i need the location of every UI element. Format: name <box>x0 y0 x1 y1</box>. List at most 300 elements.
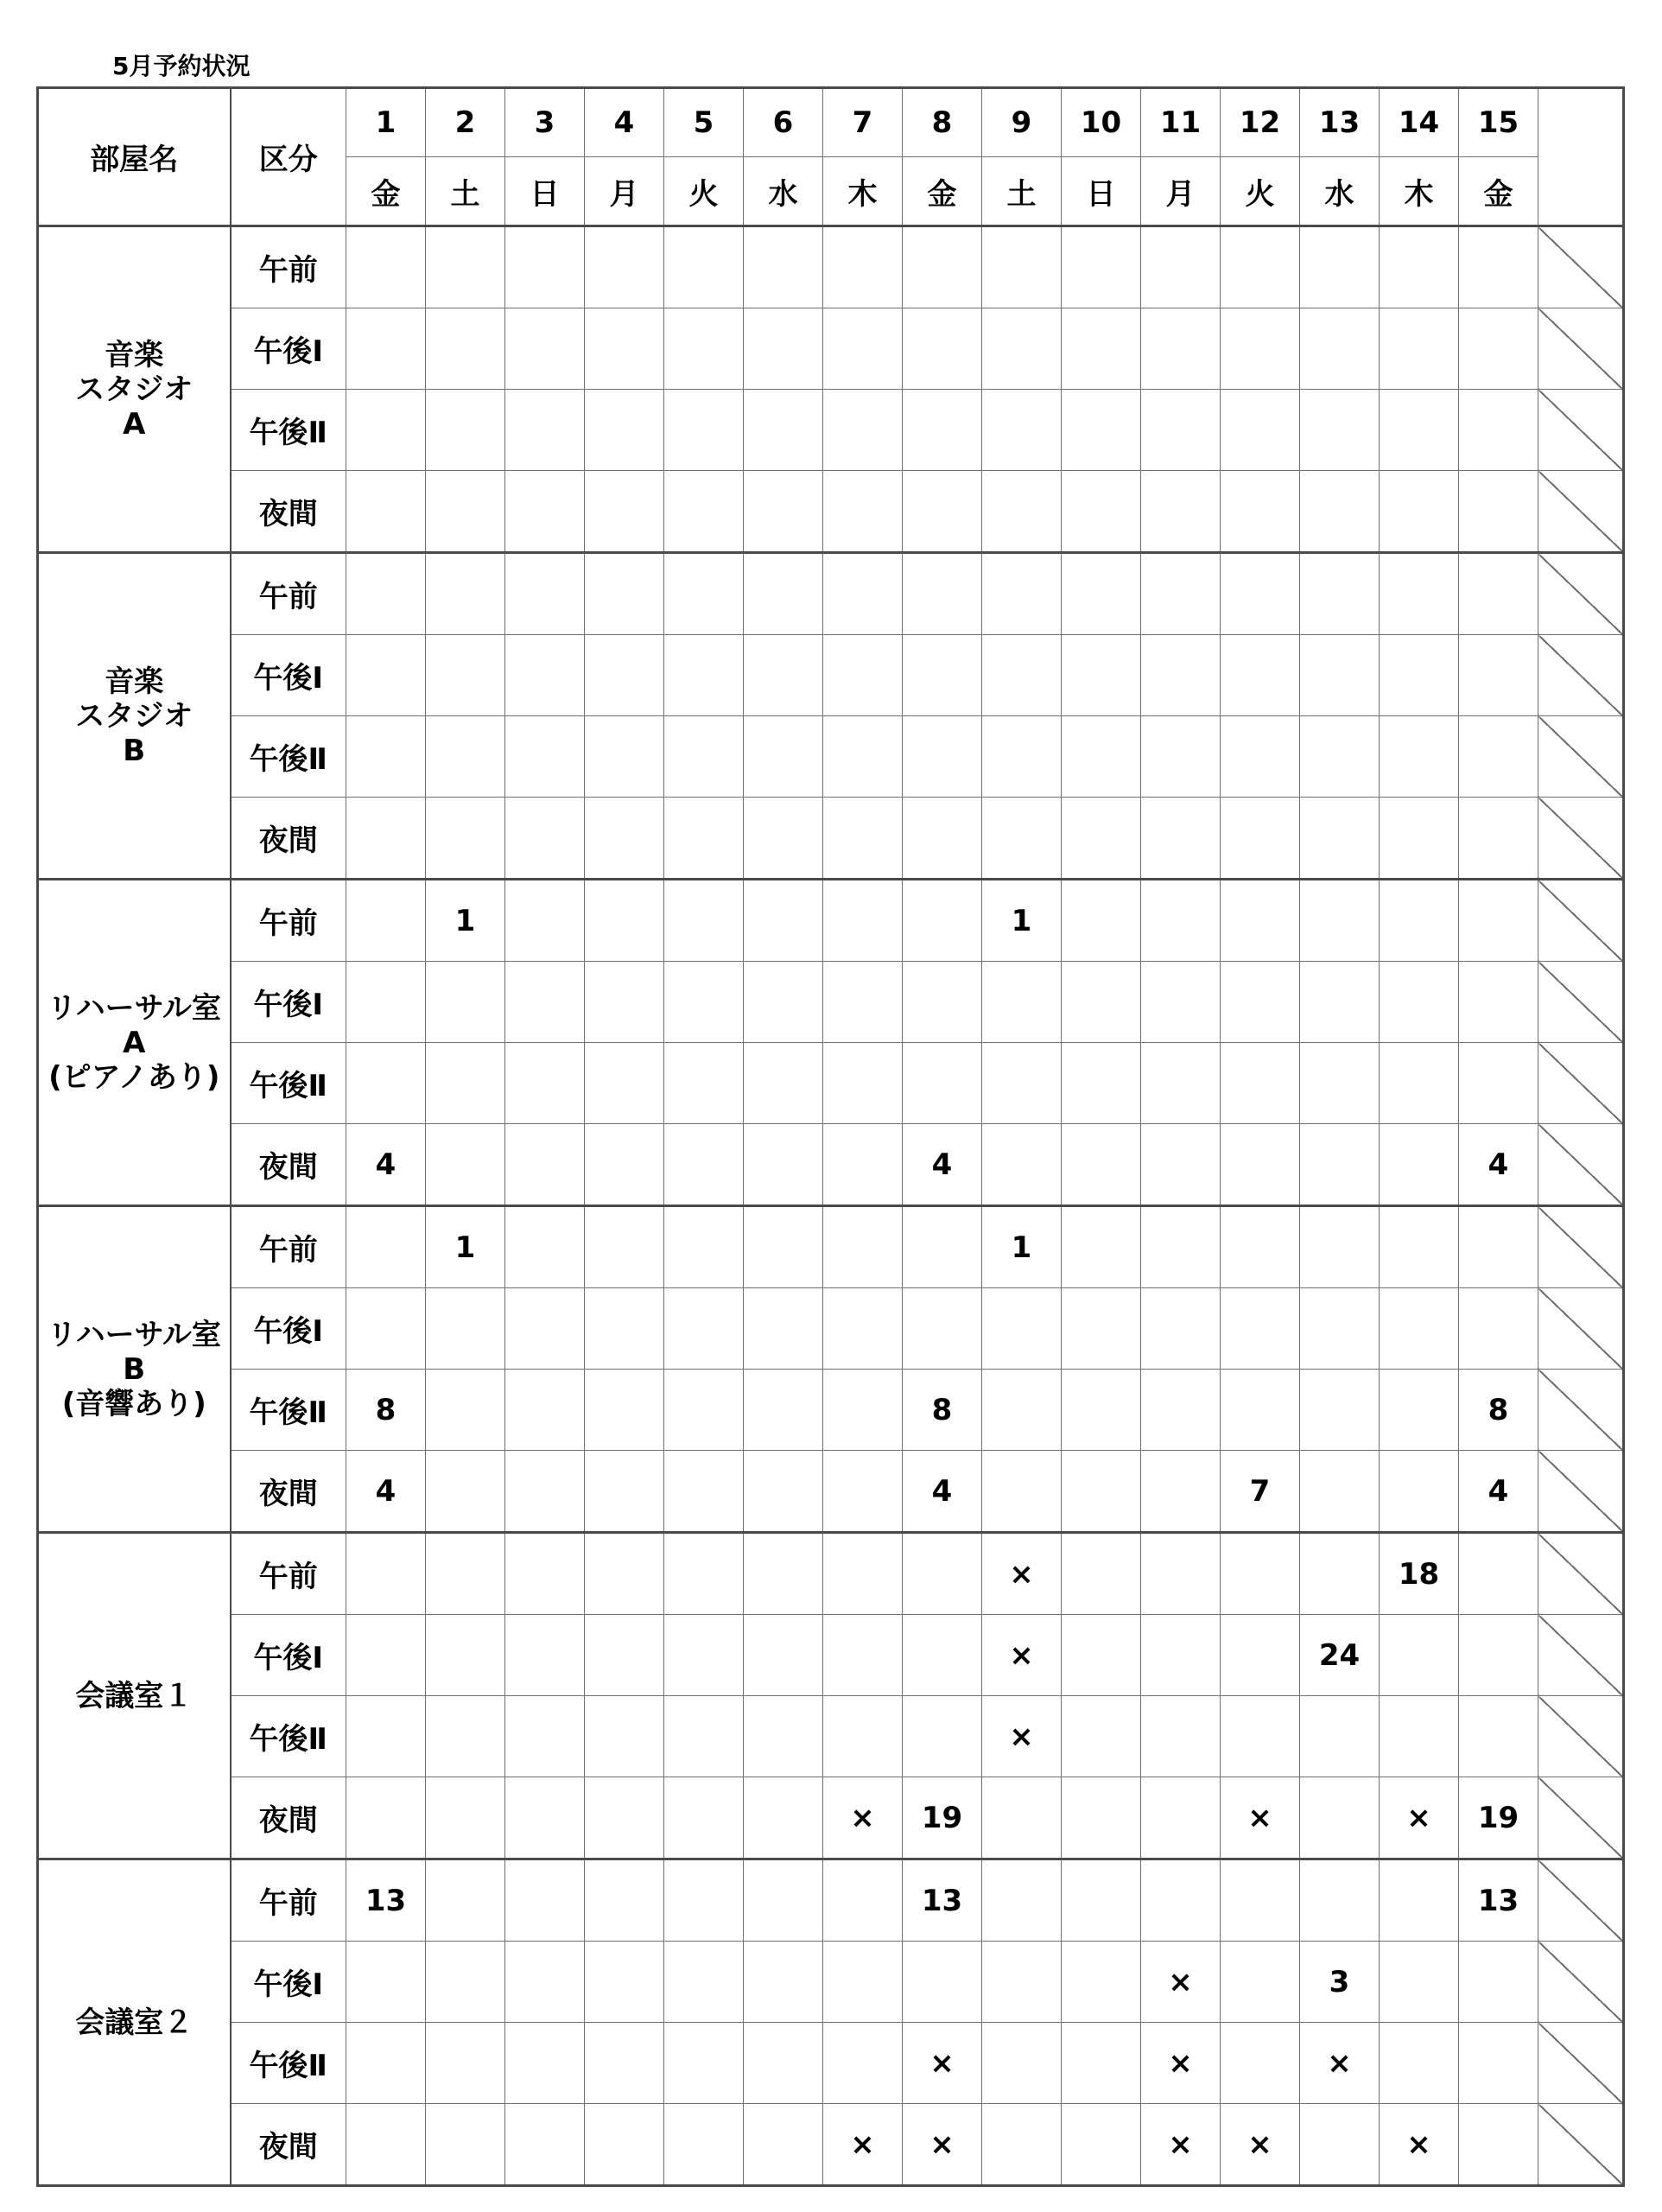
reservation-cell <box>585 798 664 880</box>
reservation-cell <box>1380 308 1459 390</box>
reservation-cell <box>1221 1533 1300 1615</box>
reservation-cell <box>982 716 1062 798</box>
reservation-cell <box>1300 1124 1380 1206</box>
reservation-cell <box>1062 308 1141 390</box>
reservation-cell <box>1221 962 1300 1043</box>
reservation-cell <box>1380 716 1459 798</box>
reservation-cell <box>1062 1942 1141 2023</box>
reservation-cell <box>744 1777 823 1859</box>
reservation-cell <box>585 1370 664 1451</box>
reservation-cell <box>426 1696 505 1777</box>
reservation-cell <box>1062 2104 1141 2186</box>
reservation-cell <box>1380 798 1459 880</box>
reservation-cell <box>982 1370 1062 1451</box>
reservation-cell <box>823 2023 903 2104</box>
reservation-cell <box>982 798 1062 880</box>
reservation-cell <box>982 2104 1062 2186</box>
reservation-cell <box>1221 1288 1300 1370</box>
diagonal-slash-cell <box>1538 635 1624 716</box>
reservation-cell <box>585 880 664 962</box>
time-slot-label: 夜間 <box>231 1451 346 1533</box>
reservation-cell <box>744 2104 823 2186</box>
reservation-cell: × <box>982 1696 1062 1777</box>
diagonal-slash-cell <box>1538 1777 1624 1859</box>
reservation-cell <box>1459 1206 1538 1288</box>
reservation-cell <box>346 1942 426 2023</box>
reservation-cell <box>346 390 426 471</box>
reservation-cell <box>585 553 664 635</box>
table-row <box>38 1370 1624 1451</box>
reservation-cell <box>505 226 585 308</box>
reservation-cell: × <box>1380 1777 1459 1859</box>
day-header: 6 <box>744 88 823 157</box>
time-slot-label: 午後Ⅱ <box>231 1370 346 1451</box>
reservation-cell <box>1380 390 1459 471</box>
reservation-cell: 4 <box>903 1124 982 1206</box>
weekday-header: 火 <box>1221 157 1300 226</box>
reservation-cell <box>1141 1533 1221 1615</box>
reservation-cell <box>1062 1696 1141 1777</box>
reservation-cell <box>426 1288 505 1370</box>
table-row <box>38 1533 1624 1615</box>
reservation-cell <box>346 553 426 635</box>
header-row-days <box>38 88 1624 157</box>
diagonal-slash-cell <box>1538 553 1624 635</box>
reservation-cell <box>426 962 505 1043</box>
reservation-cell <box>1300 1288 1380 1370</box>
reservation-cell <box>744 390 823 471</box>
reservation-cell <box>1300 1370 1380 1451</box>
reservation-cell <box>426 2104 505 2186</box>
reservation-cell: 4 <box>1459 1124 1538 1206</box>
reservation-cell: × <box>1380 2104 1459 2186</box>
reservation-cell <box>585 716 664 798</box>
reservation-cell <box>1300 880 1380 962</box>
reservation-cell <box>1221 226 1300 308</box>
reservation-cell <box>426 635 505 716</box>
reservation-cell <box>426 798 505 880</box>
day-header: 10 <box>1062 88 1141 157</box>
time-slot-label: 午前 <box>231 1533 346 1615</box>
reservation-table-body <box>38 88 1624 2186</box>
weekday-header: 金 <box>1459 157 1538 226</box>
reservation-cell <box>1221 553 1300 635</box>
reservation-cell <box>664 1370 744 1451</box>
reservation-cell <box>1380 1451 1459 1533</box>
reservation-cell <box>1141 716 1221 798</box>
reservation-cell <box>346 1615 426 1696</box>
reservation-cell <box>1380 880 1459 962</box>
reservation-cell <box>1300 226 1380 308</box>
diagonal-slash-cell <box>1538 1288 1624 1370</box>
table-row <box>38 1124 1624 1206</box>
weekday-header: 水 <box>744 157 823 226</box>
reservation-cell <box>1141 1288 1221 1370</box>
reservation-cell <box>823 716 903 798</box>
reservation-cell <box>744 798 823 880</box>
reservation-cell: 4 <box>346 1124 426 1206</box>
reservation-cell <box>982 308 1062 390</box>
reservation-cell <box>1300 390 1380 471</box>
time-slot-label: 夜間 <box>231 1124 346 1206</box>
reservation-cell <box>1459 798 1538 880</box>
reservation-cell <box>664 1615 744 1696</box>
reservation-cell <box>505 1043 585 1124</box>
reservation-cell <box>823 880 903 962</box>
reservation-cell <box>585 1451 664 1533</box>
room-name-cell: 会議室２ <box>38 1859 231 2186</box>
reservation-cell <box>903 471 982 553</box>
reservation-cell: 8 <box>903 1370 982 1451</box>
reservation-cell <box>1221 635 1300 716</box>
reservation-cell: 1 <box>426 1206 505 1288</box>
table-row <box>38 880 1624 962</box>
reservation-cell <box>1221 798 1300 880</box>
room-name-cell: リハーサル室 B (音響あり) <box>38 1206 231 1533</box>
reservation-cell <box>982 1124 1062 1206</box>
weekday-header: 木 <box>823 157 903 226</box>
reservation-cell <box>823 1043 903 1124</box>
reservation-cell <box>346 471 426 553</box>
reservation-cell <box>903 1696 982 1777</box>
reservation-cell <box>346 2023 426 2104</box>
weekday-header: 日 <box>505 157 585 226</box>
reservation-cell <box>1141 962 1221 1043</box>
reservation-cell: 4 <box>1459 1451 1538 1533</box>
diagonal-slash-cell <box>1538 471 1624 553</box>
reservation-cell <box>1300 1043 1380 1124</box>
reservation-cell <box>346 716 426 798</box>
reservation-cell <box>505 1942 585 2023</box>
diagonal-slash-cell <box>1538 1370 1624 1451</box>
time-slot-label: 午後Ⅱ <box>231 1043 346 1124</box>
reservation-cell: × <box>1141 1942 1221 2023</box>
time-slot-label: 午後Ⅰ <box>231 1942 346 2023</box>
reservation-cell <box>823 635 903 716</box>
day-header: 9 <box>982 88 1062 157</box>
reservation-cell <box>823 962 903 1043</box>
page-title: 5月予約状況 <box>112 52 251 80</box>
reservation-cell <box>1380 635 1459 716</box>
reservation-cell <box>1141 390 1221 471</box>
reservation-cell <box>1141 880 1221 962</box>
weekday-header: 金 <box>903 157 982 226</box>
reservation-cell <box>664 390 744 471</box>
reservation-cell <box>346 635 426 716</box>
reservation-cell <box>982 1043 1062 1124</box>
reservation-cell: 7 <box>1221 1451 1300 1533</box>
time-slot-label: 午後Ⅱ <box>231 2023 346 2104</box>
reservation-cell <box>982 390 1062 471</box>
reservation-cell <box>1300 471 1380 553</box>
diagonal-slash-cell <box>1538 1615 1624 1696</box>
reservation-cell <box>664 1206 744 1288</box>
table-row <box>38 798 1624 880</box>
reservation-cell <box>744 1043 823 1124</box>
reservation-cell <box>1062 798 1141 880</box>
reservation-cell <box>505 308 585 390</box>
reservation-cell <box>346 1043 426 1124</box>
day-header: 13 <box>1300 88 1380 157</box>
reservation-cell <box>1221 716 1300 798</box>
reservation-cell <box>982 553 1062 635</box>
reservation-cell <box>1300 635 1380 716</box>
table-row <box>38 1043 1624 1124</box>
reservation-cell <box>823 1370 903 1451</box>
reservation-cell <box>823 1696 903 1777</box>
reservation-cell <box>505 1451 585 1533</box>
reservation-cell <box>744 553 823 635</box>
day-header: 7 <box>823 88 903 157</box>
reservation-cell <box>1062 962 1141 1043</box>
reservation-cell <box>1221 1124 1300 1206</box>
reservation-cell <box>346 798 426 880</box>
reservation-cell <box>744 1615 823 1696</box>
reservation-cell <box>346 1533 426 1615</box>
reservation-cell <box>426 716 505 798</box>
reservation-cell: × <box>1300 2023 1380 2104</box>
reservation-cell <box>1300 308 1380 390</box>
weekday-header: 水 <box>1300 157 1380 226</box>
time-slot-label: 午前 <box>231 553 346 635</box>
table-row <box>38 1451 1624 1533</box>
reservation-cell <box>1221 1206 1300 1288</box>
reservation-cell <box>1141 1206 1221 1288</box>
reservation-cell <box>1141 226 1221 308</box>
reservation-cell <box>823 471 903 553</box>
reservation-cell <box>505 1615 585 1696</box>
room-name-cell: 音楽 スタジオ A <box>38 226 231 553</box>
weekday-header: 木 <box>1380 157 1459 226</box>
reservation-cell <box>744 1124 823 1206</box>
time-slot-label: 午後Ⅰ <box>231 962 346 1043</box>
time-slot-label: 午後Ⅰ <box>231 635 346 716</box>
reservation-cell <box>823 553 903 635</box>
diagonal-slash-cell <box>1538 2023 1624 2104</box>
diagonal-slash-cell <box>1538 1533 1624 1615</box>
reservation-cell <box>426 1615 505 1696</box>
diagonal-slash-cell <box>1538 880 1624 962</box>
reservation-cell <box>1459 2023 1538 2104</box>
reservation-cell <box>426 390 505 471</box>
reservation-cell: 8 <box>346 1370 426 1451</box>
day-header: 14 <box>1380 88 1459 157</box>
reservation-cell <box>903 308 982 390</box>
reservation-cell <box>1062 226 1141 308</box>
reservation-cell <box>505 2023 585 2104</box>
reservation-cell <box>585 1777 664 1859</box>
reservation-cell <box>903 962 982 1043</box>
diagonal-slash-cell <box>1538 2104 1624 2186</box>
reservation-cell <box>1459 880 1538 962</box>
reservation-cell <box>744 2023 823 2104</box>
table-row <box>38 308 1624 390</box>
reservation-cell <box>1062 635 1141 716</box>
reservation-cell <box>1300 716 1380 798</box>
reservation-cell <box>346 2104 426 2186</box>
reservation-cell <box>1300 962 1380 1043</box>
reservation-cell <box>1062 1859 1141 1942</box>
reservation-cell <box>1062 1124 1141 1206</box>
reservation-cell <box>664 1288 744 1370</box>
reservation-cell <box>1062 880 1141 962</box>
reservation-cell <box>346 1288 426 1370</box>
reservation-cell <box>1380 1942 1459 2023</box>
reservation-cell <box>585 962 664 1043</box>
reservation-cell <box>505 1533 585 1615</box>
reservation-cell <box>744 962 823 1043</box>
reservation-cell <box>585 390 664 471</box>
reservation-cell <box>823 1615 903 1696</box>
reservation-cell <box>1221 390 1300 471</box>
reservation-cell <box>1221 1696 1300 1777</box>
diagonal-slash-cell <box>1538 1942 1624 2023</box>
reservation-cell <box>903 798 982 880</box>
reservation-cell <box>426 1043 505 1124</box>
reservation-cell <box>903 1043 982 1124</box>
reservation-cell: 19 <box>903 1777 982 1859</box>
reservation-cell <box>1141 1615 1221 1696</box>
reservation-cell <box>426 1451 505 1533</box>
reservation-cell <box>1141 553 1221 635</box>
reservation-cell <box>1062 390 1141 471</box>
diagonal-slash-cell <box>1538 798 1624 880</box>
reservation-cell <box>585 635 664 716</box>
reservation-table <box>36 86 1625 2187</box>
reservation-cell <box>1141 1451 1221 1533</box>
reservation-cell <box>585 226 664 308</box>
reservation-cell <box>664 2023 744 2104</box>
reservation-cell <box>426 2023 505 2104</box>
reservation-cell <box>505 1288 585 1370</box>
reservation-cell <box>505 390 585 471</box>
day-header: 2 <box>426 88 505 157</box>
time-slot-label: 午後Ⅱ <box>231 716 346 798</box>
reservation-cell <box>1380 1696 1459 1777</box>
table-row <box>38 1777 1624 1859</box>
day-header: 12 <box>1221 88 1300 157</box>
reservation-cell <box>1380 1124 1459 1206</box>
room-name-header: 部屋名 <box>38 88 231 226</box>
reservation-cell <box>505 716 585 798</box>
reservation-cell <box>664 1777 744 1859</box>
reservation-cell <box>1221 880 1300 962</box>
reservation-cell: × <box>1221 2104 1300 2186</box>
reservation-cell <box>744 880 823 962</box>
reservation-cell <box>823 1859 903 1942</box>
reservation-cell: × <box>1141 2104 1221 2186</box>
reservation-cell <box>585 1124 664 1206</box>
table-row <box>38 471 1624 553</box>
diagonal-slash-cell <box>1538 1043 1624 1124</box>
reservation-cell <box>1300 1859 1380 1942</box>
reservation-cell <box>1300 798 1380 880</box>
reservation-cell <box>1221 1043 1300 1124</box>
reservation-cell <box>1300 1777 1380 1859</box>
reservation-cell <box>1141 635 1221 716</box>
room-name-cell: 音楽 スタジオ B <box>38 553 231 880</box>
reservation-cell <box>982 1451 1062 1533</box>
reservation-cell <box>1380 226 1459 308</box>
time-slot-label: 午後Ⅰ <box>231 308 346 390</box>
reservation-cell <box>823 308 903 390</box>
reservation-cell <box>664 962 744 1043</box>
reservation-cell <box>744 226 823 308</box>
reservation-cell <box>426 226 505 308</box>
reservation-cell <box>1141 1370 1221 1451</box>
reservation-cell <box>664 2104 744 2186</box>
day-header: 4 <box>585 88 664 157</box>
reservation-cell <box>1459 390 1538 471</box>
diagonal-slash-cell <box>1538 716 1624 798</box>
reservation-cell <box>664 1124 744 1206</box>
time-slot-label: 午前 <box>231 226 346 308</box>
reservation-cell: 13 <box>346 1859 426 1942</box>
reservation-cell <box>426 1942 505 2023</box>
reservation-cell <box>585 471 664 553</box>
reservation-cell: 3 <box>1300 1942 1380 2023</box>
time-slot-label: 午後Ⅱ <box>231 390 346 471</box>
reservation-cell <box>346 962 426 1043</box>
diagonal-slash-cell <box>1538 1206 1624 1288</box>
time-slot-label: 午後Ⅰ <box>231 1615 346 1696</box>
reservation-cell <box>744 1859 823 1942</box>
reservation-cell: × <box>903 2104 982 2186</box>
reservation-cell <box>982 962 1062 1043</box>
reservation-cell <box>1221 1370 1300 1451</box>
diagonal-slash-cell <box>1538 1124 1624 1206</box>
reservation-cell <box>426 1124 505 1206</box>
table-row <box>38 553 1624 635</box>
reservation-cell <box>903 390 982 471</box>
reservation-cell <box>1221 1942 1300 2023</box>
reservation-cell <box>982 1859 1062 1942</box>
reservation-cell <box>1459 1696 1538 1777</box>
reservation-cell <box>982 471 1062 553</box>
reservation-cell <box>1062 1615 1141 1696</box>
reservation-cell <box>823 1124 903 1206</box>
reservation-cell <box>982 1777 1062 1859</box>
reservation-cell <box>505 962 585 1043</box>
reservation-cell <box>903 880 982 962</box>
diagonal-slash-cell <box>1538 1451 1624 1533</box>
reservation-cell <box>1221 471 1300 553</box>
reservation-cell <box>903 1615 982 1696</box>
weekday-header: 日 <box>1062 157 1141 226</box>
reservation-cell <box>1380 1370 1459 1451</box>
blank-header-cell <box>1538 88 1624 226</box>
reservation-cell <box>664 1043 744 1124</box>
day-header: 3 <box>505 88 585 157</box>
reservation-cell <box>1380 962 1459 1043</box>
reservation-cell <box>1221 1859 1300 1942</box>
reservation-cell <box>1300 1451 1380 1533</box>
reservation-cell <box>426 308 505 390</box>
table-row <box>38 2023 1624 2104</box>
reservation-cell <box>744 1942 823 2023</box>
reservation-cell <box>585 1696 664 1777</box>
reservation-cell <box>823 1942 903 2023</box>
diagonal-slash-cell <box>1538 308 1624 390</box>
reservation-cell <box>823 1533 903 1615</box>
table-row <box>38 635 1624 716</box>
reservation-cell <box>1062 1206 1141 1288</box>
weekday-header: 火 <box>664 157 744 226</box>
diagonal-slash-cell <box>1538 1696 1624 1777</box>
reservation-cell <box>585 1206 664 1288</box>
reservation-cell <box>1459 471 1538 553</box>
reservation-cell <box>505 1370 585 1451</box>
